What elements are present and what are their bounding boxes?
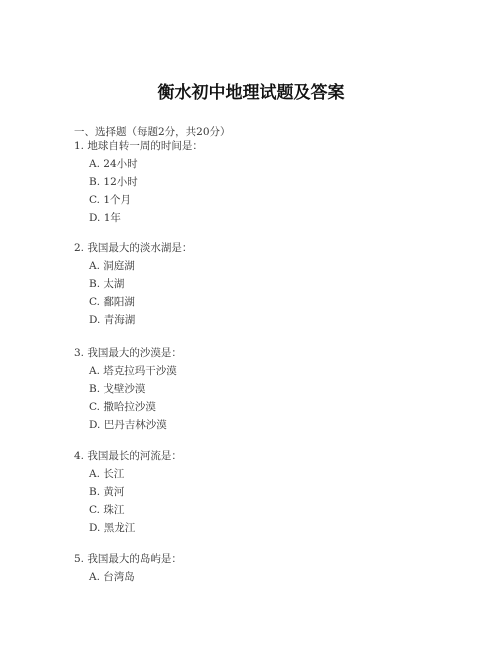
option-d: D. 青海湖 [89, 314, 136, 326]
document-title: 衡水初中地理试题及答案 [157, 83, 345, 103]
option-a: A. 塔克拉玛干沙漠 [89, 365, 177, 377]
option-c: C. 珠江 [89, 504, 125, 516]
option-a: A. 长江 [89, 468, 125, 480]
option-d: D. 巴丹吉林沙漠 [89, 419, 167, 431]
question-stem: 2. 我国最大的淡水湖是： [74, 242, 193, 254]
question-2 [74, 239, 454, 329]
option-a: A. 台湾岛 [89, 571, 135, 583]
option-c: C. 鄱阳湖 [89, 296, 135, 308]
option-c: C. 撒哈拉沙漠 [89, 401, 156, 413]
option-d: D. 黑龙江 [89, 522, 136, 534]
question-stem: 1. 地球自转一周的时间是： [74, 140, 203, 152]
option-b: B. 12小时 [89, 176, 138, 188]
option-b: B. 戈壁沙漠 [89, 383, 146, 395]
option-list [74, 465, 454, 537]
question-stem: 3. 我国最大的沙漠是： [74, 347, 182, 359]
option-b: B. 太湖 [89, 278, 125, 290]
option-list [74, 257, 454, 329]
option-b: B. 黄河 [89, 486, 125, 498]
question-3 [74, 344, 454, 434]
option-d: D. 1年 [89, 212, 121, 224]
question-stem: 4. 我国最长的河流是： [74, 450, 182, 462]
question-4 [74, 447, 454, 537]
question-stem: 5. 我国最大的岛屿是： [74, 553, 182, 565]
option-a: A. 洞庭湖 [89, 260, 135, 272]
option-list [74, 362, 454, 434]
option-list [74, 568, 454, 586]
question-1 [74, 137, 454, 227]
option-a: A. 24小时 [89, 158, 138, 170]
question-5 [74, 550, 454, 586]
section-heading: 一、选择题（每题2分，共20分） [74, 126, 231, 138]
option-list [74, 155, 454, 227]
option-c: C. 1个月 [89, 194, 132, 206]
